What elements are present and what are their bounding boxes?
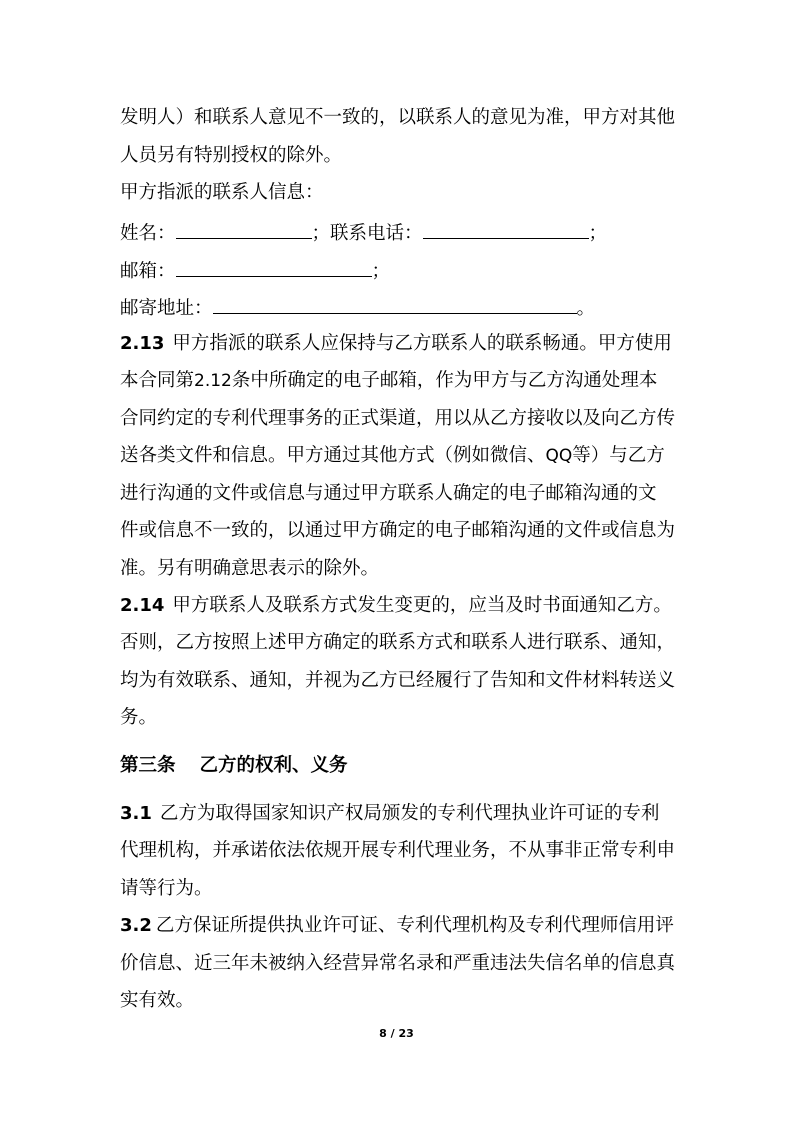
clause-text: 乙方保证所提供执业许可证、专利代理机构及专利代理师信用评 (155, 915, 674, 936)
clause-3-1-line (120, 801, 659, 827)
phone-label: ；联系电话： (311, 223, 423, 244)
contact-email-row (120, 256, 390, 285)
email-blank-field (176, 256, 372, 277)
contact-address-row (120, 293, 595, 322)
clause-3-2-line: 价信息、近三年未被纳入经营异常名录和严重违法失信名单的信息真 (120, 953, 676, 974)
clause-3-2-line: 实有效。 (120, 990, 195, 1011)
clause-number: 3.2 (120, 915, 152, 936)
clause-number: 2.14 (120, 595, 165, 616)
clause-number: 2.13 (120, 333, 165, 354)
clause-2-14-line: 否则，乙方按照上述甲方确定的联系方式和联系人进行联系、通知， (120, 632, 676, 653)
address-label: 邮寄地址： (120, 298, 213, 319)
clause-2-13-line: 进行沟通的文件或信息与通过甲方联系人确定的电子邮箱沟通的文 (120, 483, 657, 504)
clause-2-14-line (120, 593, 672, 619)
semicolon: ； (371, 261, 391, 282)
clause-2-13-line: 合同约定的专利代理事务的正式渠道，用以从乙方接收以及向乙方传 (120, 408, 676, 429)
clause-2-13-line: 件或信息不一致的，以通过甲方确定的电子邮箱沟通的文件或信息为 (120, 520, 676, 541)
article-title: 乙方的权利、义务 (199, 755, 348, 776)
contact-info-heading: 甲方指派的联系人信息： (120, 182, 324, 203)
phone-blank-field (423, 218, 589, 239)
page-number: 8 / 23 (379, 1027, 414, 1040)
address-blank-field (213, 293, 577, 314)
name-label: 姓名： (120, 223, 176, 244)
clause-3-2-line (120, 913, 674, 939)
article-3-heading (120, 753, 348, 779)
clause-3-1-line: 代理机构，并承诺依法依规开展专利代理业务，不从事非正常专利申 (120, 840, 676, 861)
clause-reference: 2.12 (194, 371, 232, 391)
clause-text: 甲方联系人及联系方式发生变更的，应当及时书面通知乙方。 (172, 595, 672, 616)
clause-text: 乙方为取得国家知识产权局颁发的专利代理执业许可证的专利 (159, 803, 660, 824)
clause-2-13-line (120, 443, 665, 469)
clause-3-1-line: 请等行为。 (120, 878, 213, 899)
clause-text: 甲方指派的联系人应保持与乙方联系人的联系畅通。甲方使用 (172, 333, 672, 354)
qq-text: QQ (545, 446, 573, 466)
paragraph-line: 人员另有特别授权的除外。 (120, 145, 343, 166)
semicolon: ； (588, 223, 608, 244)
clause-text: 送各类文件和信息。甲方通过其他方式（例如微信、 (120, 445, 546, 466)
clause-2-13-line: 准。另有明确意思表示的除外。 (120, 558, 380, 579)
name-blank-field (176, 218, 312, 239)
period: 。 (576, 298, 596, 319)
clause-2-13-line (120, 331, 672, 357)
clause-number: 3.1 (120, 803, 152, 824)
email-label: 邮箱： (120, 261, 176, 282)
article-number: 第三条 (120, 755, 176, 776)
clause-text: 条中所确定的电子邮箱，作为甲方与乙方沟通处理本 (231, 370, 658, 391)
clause-2-14-line: 务。 (120, 707, 158, 728)
clause-2-14-line: 均为有效联系、通知，并视为乙方已经履行了告知和文件材料转送义 (120, 670, 676, 691)
clause-text: 等）与乙方 (572, 445, 665, 466)
contact-name-row (120, 218, 607, 247)
clause-text: 本合同第 (120, 370, 195, 391)
paragraph-line: 发明人）和联系人意见不一致的，以联系人的意见为准，甲方对其他 (120, 107, 676, 128)
clause-2-13-line (120, 368, 657, 394)
